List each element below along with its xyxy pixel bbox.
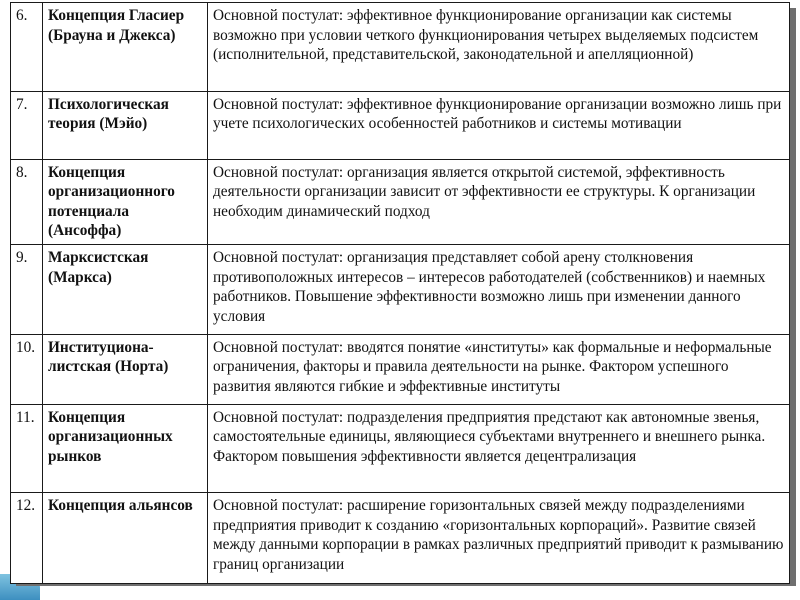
- concept-description: Основной постулат: эффективное функционирование организации как системы возможно при условии четкого функционирования четырех выделяемых подсистем (исполнительной, представительской, законодательной и апелляционной): [208, 3, 790, 92]
- table-row: [11, 159, 790, 244]
- concepts-table: [10, 2, 790, 584]
- concept-name: Концепция организационных рынков: [43, 404, 208, 493]
- table-row: [11, 91, 790, 159]
- table-row: [11, 3, 790, 92]
- concept-name: Концепция Гласиер (Брауна и Джекса): [43, 3, 208, 92]
- concept-name: Институциона-листская (Норта): [43, 334, 208, 404]
- row-number: 6.: [11, 3, 43, 92]
- concept-name: Психологическая теория (Мэйо): [43, 91, 208, 159]
- table-row: [11, 404, 790, 493]
- table-row: [11, 334, 790, 404]
- row-number: 12.: [11, 493, 43, 584]
- row-number: 10.: [11, 334, 43, 404]
- row-number: 8.: [11, 159, 43, 244]
- table-row: [11, 245, 790, 335]
- concept-description: Основной постулат: эффективное функционирование организации возможно лишь при учете психологических особенностей работников и системы мотивации: [208, 91, 790, 159]
- row-number: 9.: [11, 245, 43, 335]
- concept-name: Марксистская (Маркса): [43, 245, 208, 335]
- concept-description: Основной постулат: организация представляет собой арену столкновения противоположных интересов – интересов работодателей (собственников) и наемных работников. Повышение эффективности возможно лишь при изменении данного условия: [208, 245, 790, 335]
- concept-description: Основной постулат: вводятся понятие «институты» как формальные и неформальные ограничения, факторы и правила деятельности на рынке. Фактором успешного развития являются гибкие и эффективные институты: [208, 334, 790, 404]
- concept-description: Основной постулат: расширение горизонтальных связей между подразделениями предприятия приводит к созданию «горизонтальных корпораций». Развитие связей между данными корпорации в рамках различных предприятий приводит к размыванию границ организации: [208, 493, 790, 584]
- row-number: 11.: [11, 404, 43, 493]
- concept-name: Концепция альянсов: [43, 493, 208, 584]
- concept-description: Основной постулат: организация является открытой системой, эффективность деятельности организации зависит от эффективности ее структуры. К организации необходим динамический подход: [208, 159, 790, 244]
- concept-description: Основной постулат: подразделения предприятия предстают как автономные звенья, самостоятельные единицы, являющиеся субъектами внутреннего и внешнего рынка. Фактором повышения эффективности является децентрализация: [208, 404, 790, 493]
- concept-name: Концепция организационного потенциала (Ансоффа): [43, 159, 208, 244]
- table-row: [11, 493, 790, 584]
- row-number: 7.: [11, 91, 43, 159]
